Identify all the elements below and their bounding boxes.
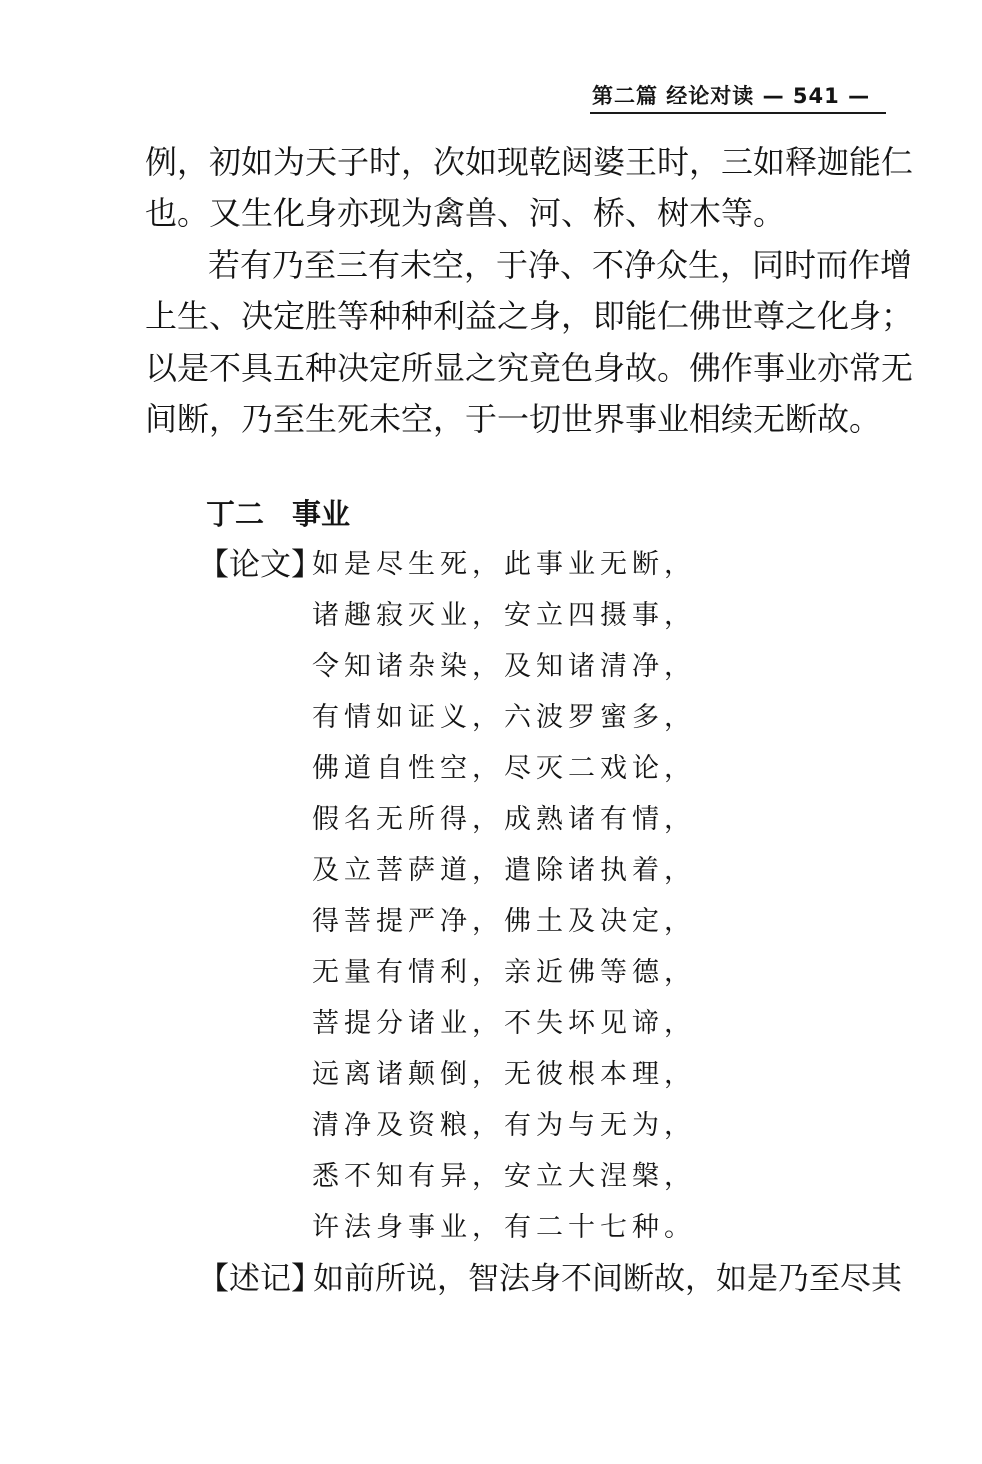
verse-line: 许法身事业，有二十七种。 bbox=[312, 1212, 696, 1243]
commentary-label: 【述记】 bbox=[198, 1261, 322, 1297]
paragraph-2-line-1: 若有乃至三有未空，于净、不净众生，同时而作增 bbox=[208, 246, 913, 284]
running-header: 第二篇 经论对读 — 541 — bbox=[592, 84, 871, 108]
paragraph-1-line-2: 也。又生化身亦现为禽兽、河、桥、树木等。 bbox=[145, 194, 786, 232]
paragraph-2-line-4: 间断，乃至生死未空，于一切世界事业相续无断故。 bbox=[145, 400, 882, 438]
paragraph-2-line-2: 上生、决定胜等种种利益之身，即能仁佛世尊之化身； bbox=[145, 297, 914, 335]
verse-line: 佛道自性空，尽灭二戏论， bbox=[312, 753, 696, 784]
verse-line: 得菩提严净，佛土及决定， bbox=[312, 906, 696, 937]
verse-line: 悉不知有异，安立大涅槃， bbox=[312, 1161, 696, 1192]
verse-line: 有情如证义，六波罗蜜多， bbox=[312, 702, 696, 733]
verse-line: 令知诸杂染，及知诸清净， bbox=[312, 651, 696, 682]
verse-line: 及立菩萨道，遣除诸执着， bbox=[312, 855, 696, 886]
commentary-text: 如前所说，智法身不间断故，如是乃至尽其 bbox=[313, 1261, 902, 1297]
verse-line: 菩提分诸业，不失坏见谛， bbox=[312, 1008, 696, 1039]
section-marker: 丁二 bbox=[206, 497, 265, 531]
header-rule bbox=[590, 112, 886, 114]
verse-line: 远离诸颠倒，无彼根本理， bbox=[312, 1059, 696, 1090]
section-title: 事业 bbox=[292, 497, 351, 531]
verse-label: 【论文】 bbox=[198, 547, 322, 583]
paragraph-2-line-3: 以是不具五种决定所显之究竟色身故。佛作事业亦常无 bbox=[145, 349, 914, 387]
verse-line: 清净及资粮，有为与无为， bbox=[312, 1110, 696, 1141]
verse-line: 诸趣寂灭业，安立四摄事， bbox=[312, 600, 696, 631]
paragraph-1-line-1: 例，初如为天子时，次如现乾闼婆王时，三如释迦能仁 bbox=[145, 143, 914, 181]
verse-line: 无量有情利，亲近佛等德， bbox=[312, 957, 696, 988]
verse-line: 如是尽生死，此事业无断， bbox=[312, 549, 696, 580]
verse-line: 假名无所得，成熟诸有情， bbox=[312, 804, 696, 835]
section-heading bbox=[206, 492, 350, 533]
